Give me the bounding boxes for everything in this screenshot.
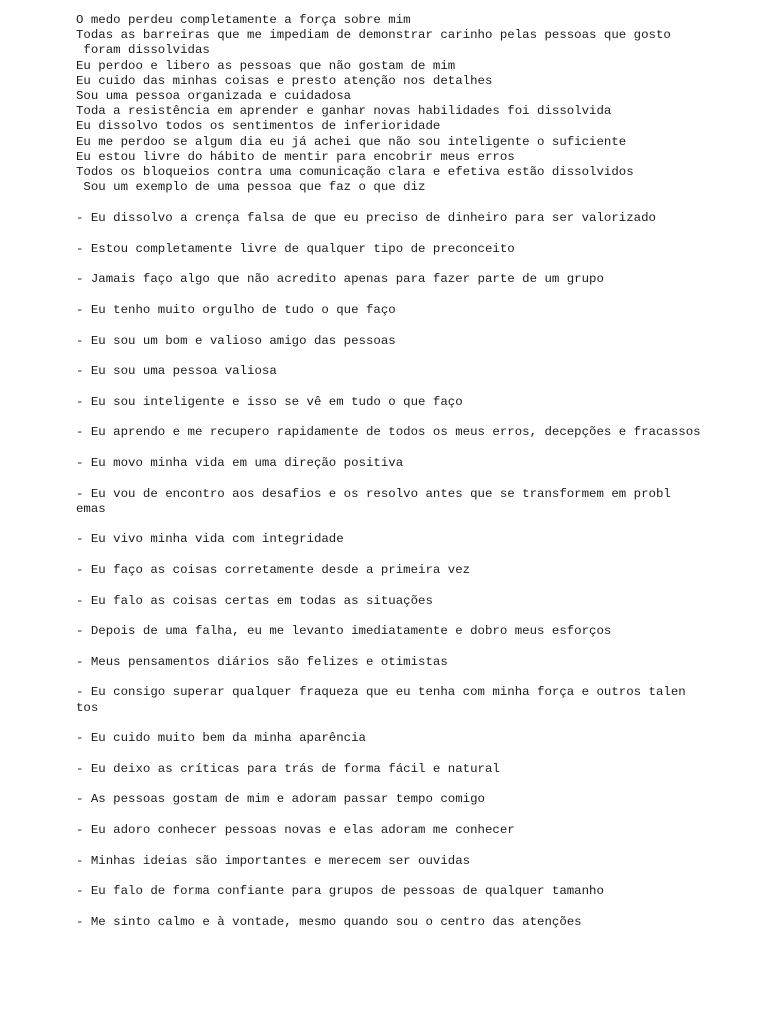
- affirmation-item: - Eu sou uma pessoa valiosa: [76, 364, 277, 379]
- intro-line: O medo perdeu completamente a força sobre mim: [76, 13, 411, 27]
- intro-line: Eu cuido das minhas coisas e presto atenção nos detalhes: [76, 73, 493, 88]
- intro-line: Eu estou livre do hábito de mentir para encobrir meus erros: [76, 149, 515, 164]
- affirmation-item: - Eu falo as coisas certas em todas as situações: [76, 593, 433, 608]
- affirmation-item: - Eu sou inteligente e isso se vê em tudo o que faço: [76, 394, 463, 409]
- affirmation-item: - Eu aprendo e me recupero rapidamente de todos os meus erros, decepções e fracassos: [76, 425, 701, 440]
- intro-line: Todos os bloqueios contra uma comunicação clara e efetiva estão dissolvidos: [76, 164, 634, 179]
- intro-line: Sou um exemplo de uma pessoa que faz o que diz: [76, 180, 426, 195]
- affirmation-item: - Eu vou de encontro aos desafios e os resolvo antes que se transformem em probl emas: [76, 486, 671, 516]
- affirmation-item: - Eu movo minha vida em uma direção positiva: [76, 456, 404, 470]
- intro-line: Eu me perdoo se algum dia eu já achei que não sou inteligente o suficiente: [76, 134, 627, 149]
- intro-line: Sou uma pessoa organizada e cuidadosa: [76, 88, 352, 103]
- affirmation-list: [76, 211, 736, 930]
- intro-lines: [76, 13, 736, 195]
- affirmation-item: - Eu falo de forma confiante para grupos de pessoas de qualquer tamanho: [76, 884, 604, 899]
- affirmation-item: - Eu faço as coisas corretamente desde a primeira vez: [76, 562, 471, 577]
- intro-line: Toda a resistência em aprender e ganhar novas habilidades foi dissolvida: [76, 104, 612, 119]
- affirmation-item: - Eu cuido muito bem da minha aparência: [76, 731, 366, 746]
- intro-line: Eu dissolvo todos os sentimentos de inferioridade: [76, 119, 441, 134]
- intro-line: foram dissolvidas: [76, 43, 210, 58]
- affirmation-item: - Minhas ideias são importantes e merecem ser ouvidas: [76, 853, 471, 868]
- affirmation-item: - Eu adoro conhecer pessoas novas e elas adoram me conhecer: [76, 822, 515, 837]
- affirmation-item: - Estou completamente livre de qualquer tipo de preconceito: [76, 241, 515, 256]
- intro-line: Eu perdoo e libero as pessoas que não gostam de mim: [76, 58, 456, 73]
- affirmation-item: - Meus pensamentos diários são felizes e otimistas: [76, 654, 448, 669]
- affirmation-item: - Eu vivo minha vida com integridade: [76, 532, 344, 547]
- affirmation-item: - Eu consigo superar qualquer fraqueza que eu tenha com minha força e outros talen tos: [76, 685, 686, 715]
- affirmation-item: - Eu sou um bom e valioso amigo das pessoas: [76, 333, 396, 348]
- affirmation-item: - Me sinto calmo e à vontade, mesmo quando sou o centro das atenções: [76, 914, 582, 929]
- affirmation-item: - Jamais faço algo que não acredito apenas para fazer parte de um grupo: [76, 272, 604, 287]
- affirmation-item: - Eu tenho muito orgulho de tudo o que faço: [76, 303, 396, 318]
- affirmation-item: - Eu dissolvo a crença falsa de que eu preciso de dinheiro para ser valorizado: [76, 211, 656, 226]
- intro-line: Todas as barreiras que me impediam de demonstrar carinho pelas pessoas que gosto: [76, 28, 671, 43]
- affirmation-item: - Eu deixo as críticas para trás de forma fácil e natural: [76, 761, 500, 776]
- affirmation-item: - Depois de uma falha, eu me levanto imediatamente e dobro meus esforços: [76, 624, 612, 639]
- document-text: [76, 13, 736, 930]
- affirmation-item: - As pessoas gostam de mim e adoram passar tempo comigo: [76, 792, 485, 807]
